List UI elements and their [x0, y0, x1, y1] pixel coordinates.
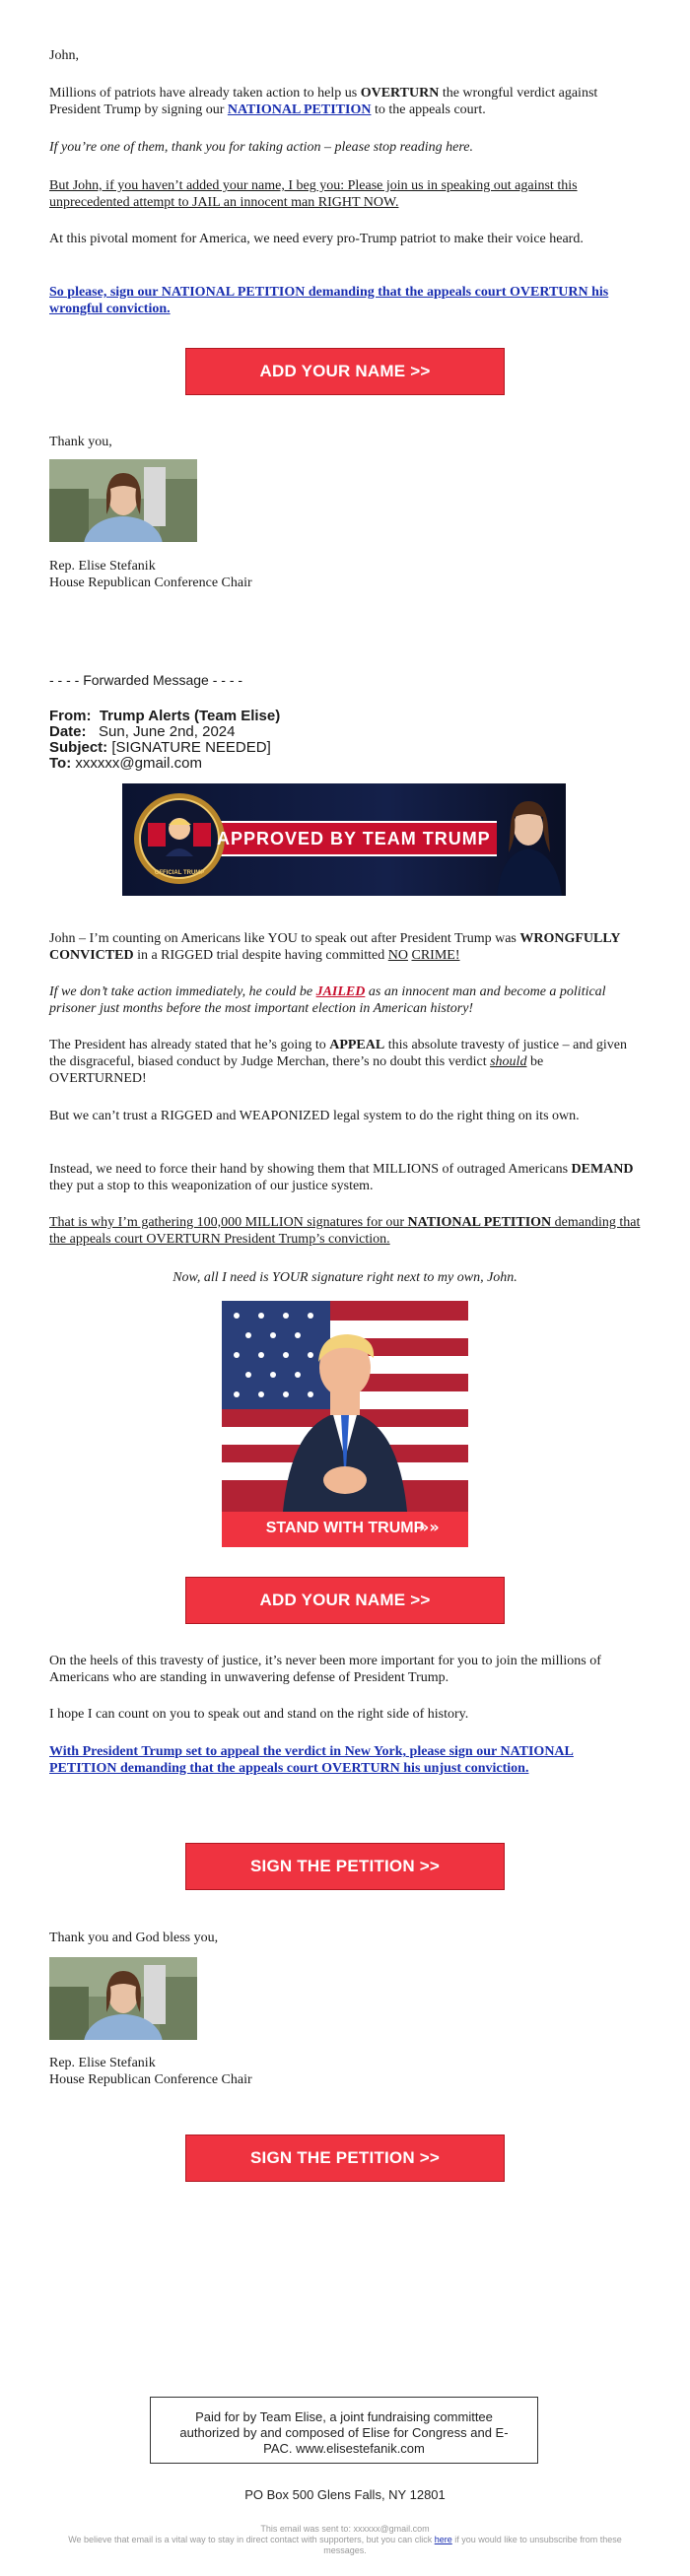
- petition-link-paragraph-2: [49, 1743, 641, 1777]
- sign-the-petition-button-2[interactable]: SIGN THE PETITION >>: [185, 2135, 505, 2182]
- rigged-paragraph: But we can’t trust a RIGGED and WEAPONIZED legal system to do the right thing on its own.: [49, 1109, 580, 1123]
- add-your-name-button-1[interactable]: ADD YOUR NAME >>: [185, 348, 505, 395]
- force-paragraph: Instead, we need to force their hand by showing them that MILLIONS of outraged Americans DEMAND they put a stop to this weaponization of our justice system.: [49, 1162, 634, 1193]
- forwarded-date: Date: Sun, June 2nd, 2024: [49, 723, 236, 740]
- signature-name-1: Rep. Elise Stefanik: [49, 559, 156, 574]
- signature-name-2: Rep. Elise Stefanik: [49, 2056, 156, 2070]
- already-signed-note: If you’re one of them, thank you for taking action – please stop reading here.: [49, 140, 474, 155]
- approved-banner: [122, 783, 566, 896]
- forwarded-divider: - - - - Forwarded Message - - - -: [49, 672, 243, 688]
- plea-paragraph: But John, if you haven’t added your name, I beg you: Please join us in speaking out against this unprecedented attempt to JAIL an innocent man RIGHT NOW.: [49, 178, 578, 210]
- banner-seal-text: OFFICIAL TRUMP: [154, 870, 205, 876]
- greeting: John,: [49, 48, 79, 63]
- sign-the-petition-button-1[interactable]: SIGN THE PETITION >>: [185, 1843, 505, 1890]
- intro-paragraph: Millions of patriots have already taken action to help us OVERTURN the wrongful verdict against President Trump by signing our NATIONAL PETITION to the appeals court.: [49, 86, 598, 117]
- counting-paragraph: John – I’m counting on Americans like YOU to speak out after President Trump was WRONGFULLY CONVICTED in a RIGGED trial despite having committed NO CRIME!: [49, 931, 621, 963]
- unsubscribe-link[interactable]: here: [434, 2535, 452, 2544]
- thank-you-text: Thank you,: [49, 435, 112, 449]
- jailed-paragraph: If we don’t take action immediately, he could be JAILED as an innocent man and become a political prisoner just months before the most important election in American history!: [49, 984, 606, 1016]
- appeal-paragraph: The President has already stated that he’s going to APPEAL this absolute travesty of justice – and given the disgraceful, biased conduct by Judge Merchan, there’s no doubt this verdict should be OVERTURNED!: [49, 1038, 627, 1086]
- mailing-address: PO Box 500 Glens Falls, NY 12801: [244, 2487, 446, 2502]
- forwarded-from: From: Trump Alerts (Team Elise): [49, 708, 281, 724]
- forwarded-header: [49, 709, 641, 772]
- stand-with-trump-label: STAND WITH TRUMP: [265, 1520, 425, 1536]
- paid-for-disclaimer: Paid for by Team Elise, a joint fundraising committee authorized by and composed of Elise for Congress and E-PAC. www.elisestefanik.com: [150, 2397, 538, 2464]
- hope-paragraph: I hope I can count on you to speak out and stand on the right side of history.: [49, 1707, 469, 1722]
- banner-approved-text: APPROVED BY TEAM TRUMP: [217, 829, 491, 848]
- signature-title-2: House Republican Conference Chair: [49, 2072, 252, 2087]
- forwarded-to: To: xxxxxx@gmail.com: [49, 755, 202, 772]
- signature-title-1: House Republican Conference Chair: [49, 576, 252, 590]
- add-your-name-button-2[interactable]: ADD YOUR NAME >>: [185, 1577, 505, 1624]
- forwarded-subject: Subject: [SIGNATURE NEEDED]: [49, 739, 271, 756]
- national-petition-link[interactable]: NATIONAL PETITION: [227, 102, 372, 117]
- heels-paragraph: On the heels of this travesty of justice, it’s never been more important for you to join the millions of Americans who are standing in unwavering defense of President Trump.: [49, 1654, 601, 1685]
- gathering-paragraph: That is why I’m gathering 100,000 MILLION signatures for our NATIONAL PETITION demanding that the appeals court OVERTURN President Trump’s conviction.: [49, 1215, 641, 1247]
- unsubscribe-text: We believe that email is a vital way to stay in direct contact with supporters, but you can click here if you would like to unsubscribe from these messages.: [68, 2535, 622, 2555]
- petition-link-paragraph: [49, 284, 641, 317]
- pivotal-paragraph: At this pivotal moment for America, we need every pro-Trump patriot to make their voice heard.: [49, 232, 584, 246]
- stand-with-trump-image[interactable]: [222, 1301, 468, 1547]
- thank-you-god-bless-text: Thank you and God bless you,: [49, 1931, 219, 1945]
- triple-chevron-icon: »»: [419, 1518, 440, 1536]
- elise-stefanik-photo-2: [49, 1957, 197, 2040]
- petition-link-2[interactable]: With President Trump set to appeal the verdict in New York, please sign our NATIONAL PETITION demanding that the appeals court OVERTURN his unjust conviction.: [49, 1744, 574, 1776]
- elise-stefanik-photo-1: [49, 459, 197, 542]
- petition-link-1[interactable]: So please, sign our NATIONAL PETITION demanding that the appeals court OVERTURN his wrongful conviction.: [49, 285, 609, 316]
- signature-request-text: Now, all I need is YOUR signature right next to my own, John.: [172, 1270, 518, 1285]
- sent-to-text: This email was sent to: xxxxxx@gmail.com: [260, 2524, 430, 2534]
